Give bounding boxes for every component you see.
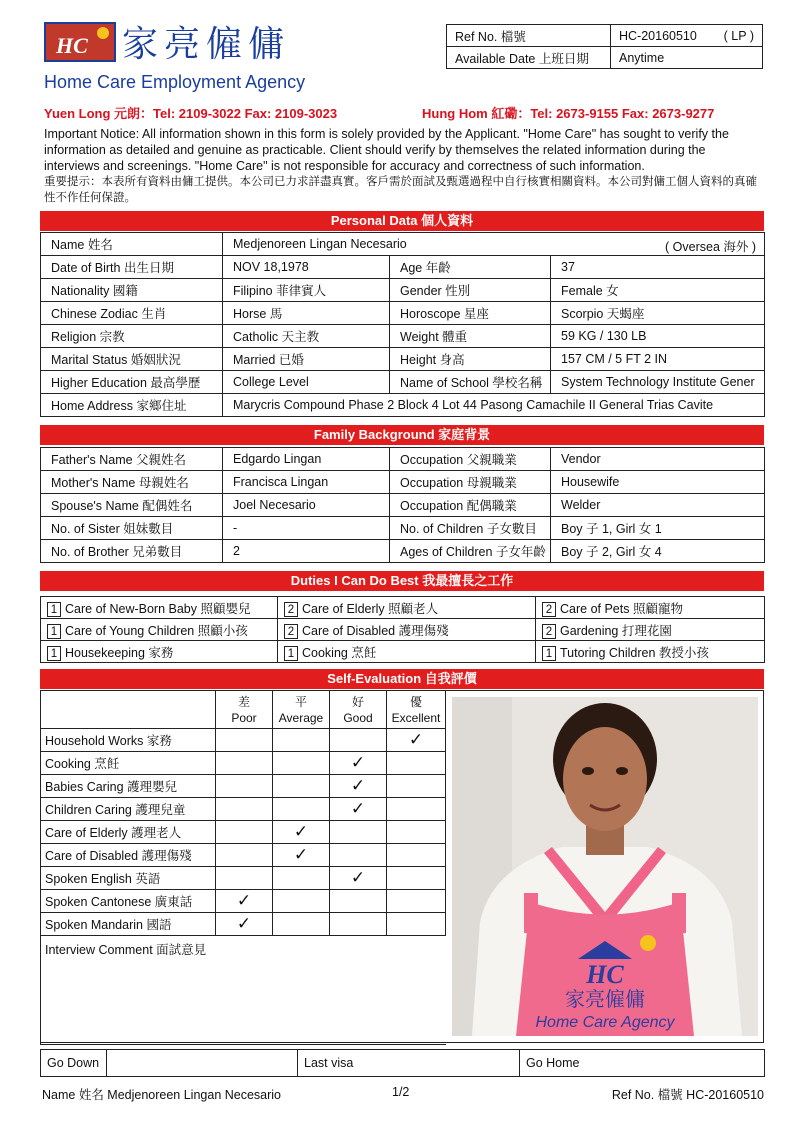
- field-value: Boy 子 2, Girl 女 4: [551, 540, 765, 563]
- field-label: Date of Birth 出生日期: [41, 256, 223, 279]
- interview-comment-label: Interview Comment 面試意見: [41, 936, 446, 1045]
- footer-applicant-name: Name 姓名 Medjenoreen Lingan Necesario: [42, 1088, 282, 1102]
- available-date-label: Available Date 上班日期: [447, 47, 611, 69]
- rating-cell: [216, 821, 273, 844]
- rating-cell: [387, 867, 446, 890]
- evaluation-row: [41, 913, 446, 936]
- level-header: [387, 691, 446, 729]
- field-label: Higher Education 最高學歷: [41, 371, 223, 394]
- rating-cell: [330, 913, 387, 936]
- personal-data-heading: Personal Data 個人資料: [40, 211, 764, 231]
- skill-label: Children Caring 護理兒童: [41, 798, 216, 821]
- field-value: Catholic 天主教: [223, 325, 390, 348]
- field-value: Francisca Lingan: [223, 471, 390, 494]
- check-icon: ✓: [330, 775, 387, 798]
- duties-row: [41, 641, 765, 663]
- evaluation-row: [41, 821, 446, 844]
- duty-cell: [536, 619, 765, 641]
- go-home-label: Go Home: [520, 1050, 765, 1077]
- agency-name-english: Home Care Employment Agency: [44, 72, 306, 92]
- family-row: [41, 448, 765, 471]
- applicant-photo-image: [452, 697, 758, 1036]
- check-icon: ✓: [216, 890, 273, 913]
- oversea-tag: ( Oversea 海外 ): [665, 240, 757, 254]
- evaluation-header-row: [41, 691, 446, 729]
- skill-label: Household Works 家務: [41, 729, 216, 752]
- duty-rank: 1: [47, 624, 61, 639]
- field-value: NOV 18,1978: [223, 256, 390, 279]
- field-label: No. of Brother 兄弟數目: [41, 540, 223, 563]
- check-icon: ✓: [387, 729, 446, 752]
- rating-cell: [216, 775, 273, 798]
- evaluation-row: [41, 729, 446, 752]
- rating-cell: [387, 752, 446, 775]
- check-icon: ✓: [330, 798, 387, 821]
- field-value: Joel Necesario: [223, 494, 390, 517]
- duty-label: Care of Pets 照顧寵物: [560, 601, 683, 616]
- duties-table: [40, 596, 765, 663]
- duty-rank: 2: [284, 624, 298, 639]
- rating-cell: [273, 729, 330, 752]
- field-label: Father's Name 父親姓名: [41, 448, 223, 471]
- duties-row: [41, 619, 765, 641]
- apron-chinese-text: 家亮僱傭: [565, 987, 645, 1011]
- field-value: Married 已婚: [223, 348, 390, 371]
- duty-label: Tutoring Children 教授小孩: [560, 645, 709, 660]
- rating-cell: [387, 775, 446, 798]
- rating-cell: [216, 798, 273, 821]
- field-value: Welder: [551, 494, 765, 517]
- field-label: Occupation 母親職業: [390, 471, 551, 494]
- level-chinese: 平: [294, 694, 307, 709]
- field-value: Filipino 菲律賓人: [223, 279, 390, 302]
- rating-cell: [216, 752, 273, 775]
- name-label: Name 姓名: [41, 233, 223, 256]
- field-label: Marital Status 婚姻狀況: [41, 348, 223, 371]
- ref-cell: [611, 25, 763, 47]
- field-value: Boy 子 1, Girl 女 1: [551, 517, 765, 540]
- level-english: Good: [343, 710, 373, 725]
- field-value: 59 KG / 130 LB: [551, 325, 765, 348]
- ref-suffix: ( LP ): [723, 28, 754, 43]
- address-row: [41, 394, 765, 417]
- sun-icon: [97, 27, 109, 39]
- duty-rank: 1: [542, 646, 556, 661]
- duties-row: [41, 597, 765, 619]
- duty-cell: [278, 597, 536, 619]
- field-label: Occupation 配偶職業: [390, 494, 551, 517]
- apron-logo-text: HC: [586, 960, 624, 989]
- evaluation-row: [41, 844, 446, 867]
- reference-table: [446, 24, 763, 69]
- field-label: Chinese Zodiac 生肖: [41, 302, 223, 325]
- last-visa-label: Last visa: [298, 1050, 520, 1077]
- self-evaluation-heading: Self-Evaluation 自我評價: [40, 669, 764, 689]
- personal-row: [41, 302, 765, 325]
- field-value: 37: [551, 256, 765, 279]
- field-value: Housewife: [551, 471, 765, 494]
- duty-cell: [278, 619, 536, 641]
- field-label: No. of Children 子女數目: [390, 517, 551, 540]
- field-value: -: [223, 517, 390, 540]
- field-label: Religion 宗教: [41, 325, 223, 348]
- field-value: Female 女: [551, 279, 765, 302]
- evaluation-row: [41, 798, 446, 821]
- field-label: Spouse's Name 配偶姓名: [41, 494, 223, 517]
- family-background-table: [40, 447, 765, 563]
- field-label: Weight 體重: [390, 325, 551, 348]
- page-number: 1/2: [392, 1085, 410, 1099]
- comment-row: [41, 936, 446, 1045]
- go-down-label: Go Down: [41, 1050, 107, 1077]
- home-address-label: Home Address 家鄉住址: [41, 394, 223, 417]
- evaluation-row: [41, 890, 446, 913]
- rating-cell: [387, 798, 446, 821]
- field-value: College Level: [223, 371, 390, 394]
- evaluation-row: [41, 775, 446, 798]
- skill-label: Care of Disabled 護理傷殘: [41, 844, 216, 867]
- level-chinese: 差: [237, 694, 250, 709]
- field-value: Edgardo Lingan: [223, 448, 390, 471]
- duty-rank: 1: [47, 646, 61, 661]
- duty-label: Housekeeping 家務: [65, 645, 174, 660]
- name-value: Medjenoreen Lingan Necesario: [233, 237, 407, 251]
- logo-text: HC: [56, 33, 88, 58]
- field-label: Age 年齡: [390, 256, 551, 279]
- duty-rank: 2: [542, 602, 556, 617]
- field-label: Mother's Name 母親姓名: [41, 471, 223, 494]
- level-english: Excellent: [391, 710, 441, 725]
- applicant-photo: [452, 697, 758, 1036]
- duty-label: Care of Disabled 護理傷殘: [302, 623, 449, 638]
- family-row: [41, 494, 765, 517]
- family-background-heading: Family Background 家庭背景: [40, 425, 764, 445]
- field-value: 2: [223, 540, 390, 563]
- duties-heading: Duties I Can Do Best 我最擅長之工作: [40, 571, 764, 591]
- go-down-value: [107, 1050, 298, 1077]
- personal-data-table: [40, 232, 765, 417]
- personal-row: [41, 348, 765, 371]
- rating-cell: [273, 752, 330, 775]
- rating-cell: [387, 821, 446, 844]
- rating-cell: [273, 867, 330, 890]
- duty-rank: 2: [542, 624, 556, 639]
- check-icon: ✓: [216, 913, 273, 936]
- skill-label: Spoken Cantonese 廣東話: [41, 890, 216, 913]
- rating-cell: [387, 913, 446, 936]
- field-label: Gender 性別: [390, 279, 551, 302]
- field-value: 157 CM / 5 FT 2 IN: [551, 348, 765, 371]
- notice-chinese: 重要提示：本表所有資料由傭工提供。本公司已力求詳盡真實。客戶需於面試及甄選過程中自行核實相關資料。本公司對傭工個人資料的真確性不作任何保證。: [44, 176, 757, 204]
- rating-cell: [273, 798, 330, 821]
- name-cell: [223, 233, 765, 256]
- notice-english: Important Notice: All information shown in this form is solely provided by the Applicant. "Home Care" has sought to verify the information as detailed and genuine as practicable. Client should verify by themselves the related information during the interviews and screenings. "Home Care" is not responsible for accuracy and correctness of such information.: [44, 127, 729, 173]
- evaluation-row: [41, 867, 446, 890]
- rating-cell: [273, 890, 330, 913]
- evaluation-row: [41, 752, 446, 775]
- rating-cell: [330, 844, 387, 867]
- family-row: [41, 517, 765, 540]
- rating-cell: [273, 913, 330, 936]
- skill-label: Care of Elderly 護理老人: [41, 821, 216, 844]
- field-label: Ages of Children 子女年齡: [390, 540, 551, 563]
- home-address-value: Marycris Compound Phase 2 Block 4 Lot 44 Pasong Camachile II General Trias Cavite: [223, 394, 765, 417]
- level-header: [273, 691, 330, 729]
- duty-cell: [536, 597, 765, 619]
- check-icon: ✓: [330, 752, 387, 775]
- duty-cell: [41, 597, 278, 619]
- skill-label: Spoken English 英語: [41, 867, 216, 890]
- duty-label: Care of Young Children 照顧小孩: [65, 623, 248, 638]
- duty-label: Care of Elderly 照顧老人: [302, 601, 439, 616]
- duty-label: Gardening 打理花園: [560, 623, 672, 638]
- agency-name-chinese: 家亮僱傭: [122, 24, 291, 65]
- field-label: Name of School 學校名稱: [390, 371, 551, 394]
- field-value: Scorpio 天蝎座: [551, 302, 765, 325]
- yuen-long-contact: Yuen Long 元朗：Tel: 2109-3022 Fax: 2109-3023: [44, 106, 338, 121]
- field-value: Vendor: [551, 448, 765, 471]
- duty-label: Cooking 烹飪: [302, 645, 377, 660]
- field-value: Horse 馬: [223, 302, 390, 325]
- check-icon: ✓: [273, 844, 330, 867]
- duty-rank: 1: [47, 602, 61, 617]
- apron-english-text: Home Care Agency: [535, 1014, 675, 1031]
- duty-cell: [41, 619, 278, 641]
- rating-cell: [216, 867, 273, 890]
- skill-label: Cooking 烹飪: [41, 752, 216, 775]
- rating-cell: [387, 844, 446, 867]
- important-notice: [44, 126, 760, 206]
- footer-ref-number: Ref No. 檔號 HC-20160510: [611, 1088, 764, 1102]
- ref-value: HC-20160510: [619, 28, 697, 43]
- field-label: Nationality 國籍: [41, 279, 223, 302]
- rating-cell: [330, 821, 387, 844]
- personal-row: [41, 371, 765, 394]
- personal-row: [41, 256, 765, 279]
- rating-cell: [216, 844, 273, 867]
- level-header: [330, 691, 387, 729]
- duty-cell: [278, 641, 536, 663]
- level-english: Poor: [231, 710, 257, 725]
- level-chinese: 優: [409, 694, 422, 709]
- duty-rank: 1: [284, 646, 298, 661]
- skill-label: Spoken Mandarin 國語: [41, 913, 216, 936]
- hung-hom-contact: Hung Hom 紅磡：Tel: 2673-9155 Fax: 2673-9277: [422, 106, 715, 121]
- level-header: [216, 691, 273, 729]
- level-chinese: 好: [351, 694, 364, 709]
- field-value: System Technology Institute Gener: [551, 371, 765, 394]
- rating-cell: [330, 729, 387, 752]
- rating-cell: [216, 729, 273, 752]
- self-evaluation-table: [40, 690, 446, 1045]
- ref-label: Ref No. 檔號: [447, 25, 611, 47]
- field-label: Horoscope 星座: [390, 302, 551, 325]
- rating-cell: [273, 775, 330, 798]
- duty-label: Care of New-Born Baby 照顧嬰兒: [65, 601, 251, 616]
- duty-cell: [41, 641, 278, 663]
- check-icon: ✓: [273, 821, 330, 844]
- personal-row: [41, 325, 765, 348]
- contact-line: [44, 103, 770, 122]
- family-row: [41, 540, 765, 563]
- available-date-value: Anytime: [611, 47, 763, 69]
- duty-cell: [536, 641, 765, 663]
- field-label: No. of Sister 姐妹數目: [41, 517, 223, 540]
- field-label: Height 身高: [390, 348, 551, 371]
- check-icon: ✓: [330, 867, 387, 890]
- level-english: Average: [278, 710, 324, 725]
- evaluation-corner: [41, 691, 216, 729]
- rating-cell: [387, 890, 446, 913]
- family-row: [41, 471, 765, 494]
- personal-row: [41, 279, 765, 302]
- page-footer: [42, 1085, 764, 1103]
- duty-rank: 2: [284, 602, 298, 617]
- field-label: Occupation 父親職業: [390, 448, 551, 471]
- agency-logo: [44, 22, 116, 62]
- status-footer-table: [40, 1049, 765, 1077]
- skill-label: Babies Caring 護理嬰兒: [41, 775, 216, 798]
- rating-cell: [330, 890, 387, 913]
